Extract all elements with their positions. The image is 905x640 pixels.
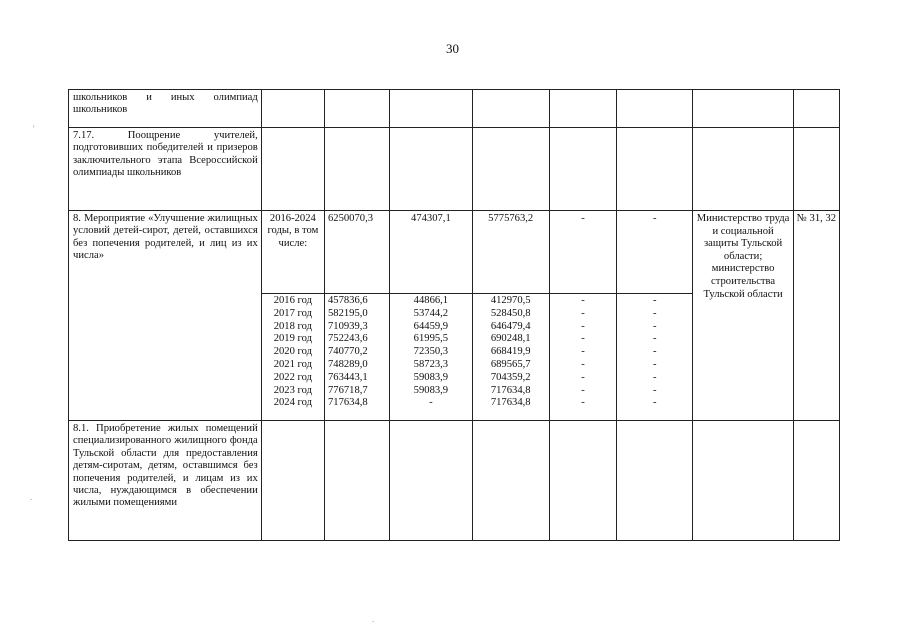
regional-budget-cell <box>472 128 549 211</box>
regional-budget-cell: 5775763,2 <box>472 211 549 294</box>
yearly-value: - <box>581 346 585 358</box>
yearly-value: - <box>581 371 585 383</box>
yearly-value: 44866,1 <box>413 295 449 306</box>
yearly-value: 704359,2 <box>490 371 531 383</box>
table-row-7-17 <box>69 128 840 211</box>
period-cell <box>261 421 324 541</box>
local-budget-cell <box>549 90 616 128</box>
executor-cell <box>693 128 793 211</box>
yearly-value: - <box>652 307 657 319</box>
yearly-value: 2016 год <box>273 295 313 306</box>
yearly-local-list <box>549 294 616 421</box>
yearly-value: 740770,2 <box>327 346 368 358</box>
yearly-value: 2019 год <box>273 333 313 345</box>
yearly-value: - <box>652 320 657 332</box>
yearly-value: 2020 год <box>273 346 313 358</box>
yearly-value: 2022 год <box>273 371 313 383</box>
yearly-value: 457836,6 <box>327 295 368 306</box>
yearly-value: 752243,6 <box>327 333 368 345</box>
federal-budget-cell <box>390 421 472 541</box>
activity-description: 7.17. Поощрение учителей, подготовивших победителей и призеров заключительного этапа Всероссийской олимпиады школьников <box>69 128 262 211</box>
yearly-total-list <box>324 294 389 421</box>
executor-cell <box>693 90 793 128</box>
yearly-value: - <box>581 295 585 306</box>
yearly-value: - <box>581 358 585 370</box>
yearly-value: 53744,2 <box>413 307 449 319</box>
yearly-value: 412970,5 <box>490 295 531 306</box>
table-row-8-1 <box>69 421 840 541</box>
total-cell <box>324 128 389 211</box>
period-cell: 2016-2024 годы, в том числе: <box>261 211 324 294</box>
yearly-value: - <box>581 333 585 345</box>
yearly-value: - <box>652 295 657 306</box>
yearly-value: 2018 год <box>273 320 313 332</box>
yearly-value: - <box>652 358 657 370</box>
yearly-value: 717634,8 <box>490 384 531 396</box>
program-table <box>68 89 840 541</box>
other-sources-cell <box>617 421 693 541</box>
yearly-value: - <box>581 320 585 332</box>
yearly-value: 58723,3 <box>413 358 449 370</box>
period-cell <box>261 128 324 211</box>
reference-cell <box>793 421 839 541</box>
yearly-value: 61995,5 <box>413 333 449 345</box>
federal-budget-cell: 474307,1 <box>390 211 472 294</box>
reference-cell: № 31, 32 <box>793 211 839 421</box>
regional-budget-cell <box>472 90 549 128</box>
total-cell: 6250070,3 <box>324 211 389 294</box>
yearly-value: 64459,9 <box>413 320 449 332</box>
yearly-value: 717634,8 <box>327 397 368 409</box>
yearly-value: - <box>652 384 657 396</box>
margin-mark: . <box>372 614 375 624</box>
executor-cell <box>693 421 793 541</box>
reference-cell <box>793 128 839 211</box>
local-budget-cell: - <box>549 211 616 294</box>
table-row-8-summary <box>69 211 840 294</box>
yearly-value: 2023 год <box>273 384 313 396</box>
total-cell <box>324 421 389 541</box>
yearly-other-list <box>617 294 693 421</box>
yearly-value: 763443,1 <box>327 371 368 383</box>
regional-budget-cell <box>472 421 549 541</box>
activity-description: 8.1. Приобретение жилых помещений специализированного жилищного фонда Тульской области для предоставления детям-сиротам, детям, оставшимся без попечения родителей, и лицам из их числа, нуждающимся в обеспечении жилыми помещениями <box>69 421 262 541</box>
yearly-value: 717634,8 <box>490 397 531 409</box>
yearly-value: 748289,0 <box>327 358 368 370</box>
yearly-value: - <box>652 346 657 358</box>
yearly-value: 59083,9 <box>413 371 449 383</box>
yearly-federal-list <box>390 294 472 421</box>
yearly-value: - <box>652 397 657 409</box>
federal-budget-cell <box>390 90 472 128</box>
yearly-value: - <box>581 307 585 319</box>
yearly-value: - <box>581 384 585 396</box>
local-budget-cell <box>549 128 616 211</box>
yearly-value: 710939,3 <box>327 320 368 332</box>
yearly-regional-list <box>472 294 549 421</box>
activity-description: школьников и иных олимпиад школьников <box>69 90 262 128</box>
table-row-olympiad <box>69 90 840 128</box>
yearly-value: - <box>652 333 657 345</box>
yearly-value: 690248,1 <box>490 333 531 345</box>
yearly-value: 689565,7 <box>490 358 531 370</box>
yearly-value: 528450,8 <box>490 307 531 319</box>
other-sources-cell <box>617 128 693 211</box>
federal-budget-cell <box>390 128 472 211</box>
reference-cell <box>793 90 839 128</box>
yearly-value: 668419,9 <box>490 346 531 358</box>
yearly-value: 2024 год <box>273 397 313 409</box>
period-cell <box>261 90 324 128</box>
activity-description: 8. Мероприятие «Улучшение жилищных условий детей-сирот, детей, оставшихся без попечения родителей, и лиц из их числа» <box>69 211 262 421</box>
yearly-value: - <box>429 397 433 409</box>
margin-mark: . <box>30 492 33 502</box>
yearly-value: - <box>581 397 585 409</box>
yearly-value: 582195,0 <box>327 307 368 319</box>
other-sources-cell <box>617 90 693 128</box>
yearly-value: 72350,3 <box>413 346 449 358</box>
local-budget-cell <box>549 421 616 541</box>
yearly-value: 2017 год <box>273 307 313 319</box>
other-sources-cell: - <box>617 211 693 294</box>
margin-mark: ' <box>33 124 35 134</box>
total-cell <box>324 90 389 128</box>
yearly-value: 646479,4 <box>490 320 531 332</box>
yearly-value: 59083,9 <box>413 384 449 396</box>
year-list <box>261 294 324 421</box>
page-number: 30 <box>446 41 459 56</box>
yearly-value: 2021 год <box>273 358 313 370</box>
yearly-value: 776718,7 <box>327 384 368 396</box>
yearly-value: - <box>652 371 657 383</box>
executor-cell: Министерство труда и социальной защиты Тульской области; министерство строительства Тульской области <box>693 211 793 421</box>
